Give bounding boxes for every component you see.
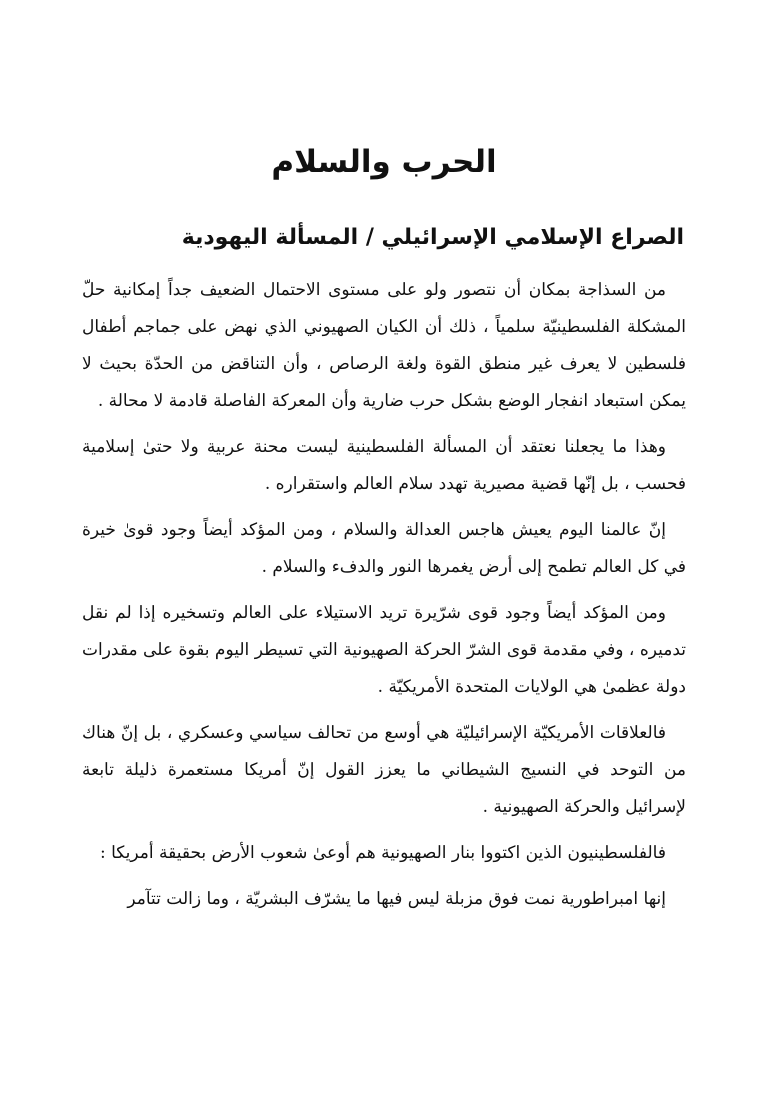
body-text	[82, 272, 686, 927]
paragraph: ومن المؤكد أيضاً وجود قوى شرّيرة تريد الاستيلاء على العالم وتسخيره إذا لم نقل تدميره ، وفي مقدمة قوى الشرّ الحركة الصهيونية التي تسيطر اليوم بقوة على مقدرات دولة عظمىٰ هي الولايات المتحدة الأمريكيّة .	[82, 603, 686, 697]
paragraph: فالفلسطينيون الذين اكتووا بنار الصهيونية هم أوعىٰ شعوب الأرض بحقيقة أمريكا :	[99, 843, 666, 863]
section-subtitle: الصراع الإسلامي الإسرائيلي / المسألة اليهودية	[181, 225, 684, 250]
paragraph: من السذاجة بمكان أن نتصور ولو على مستوى الاحتمال الضعيف جداً إمكانية حلّ المشكلة الفلسطينيّة سلمياً ، ذلك أن الكيان الصهيوني الذي نهض على جماجم أطفال فلسطين لا يعرف غير منطق القوة ولغة الرصاص ، وأن التناقض من الحدّة بحيث لا يمكن استبعاد انفجار الوضع بشكل حرب ضارية وأن المعركة الفاصلة قادمة لا محالة .	[82, 280, 686, 411]
chapter-title: الحرب والسلام	[271, 144, 497, 180]
paragraph: إنّ عالمنا اليوم يعيش هاجس العدالة والسلام ، ومن المؤكد أيضاً وجود قوىٰ خيرة في كل العالم تطمح إلى أرض يغمرها النور والدفء والسلام .	[82, 520, 686, 577]
paragraph: وهذا ما يجعلنا نعتقد أن المسألة الفلسطينية ليست محنة عربية ولا حتىٰ إسلامية فحسب ، بل إنّها قضية مصيرية تهدد سلام العالم واستقراره .	[82, 437, 686, 494]
paragraph: فالعلاقات الأمريكيّة الإسرائيليّة هي أوسع من تحالف سياسي وعسكري ، بل إنّ هناك من التوحد في النسيج الشيطاني ما يعزز القول إنّ أمريكا مستعمرة ذليلة تابعة لإسرائيل والحركة الصهيونية .	[82, 723, 686, 817]
paragraph: إنها امبراطورية نمت فوق مزبلة ليس فيها ما يشرّف البشريّة ، وما زالت تتآمر	[127, 889, 666, 909]
